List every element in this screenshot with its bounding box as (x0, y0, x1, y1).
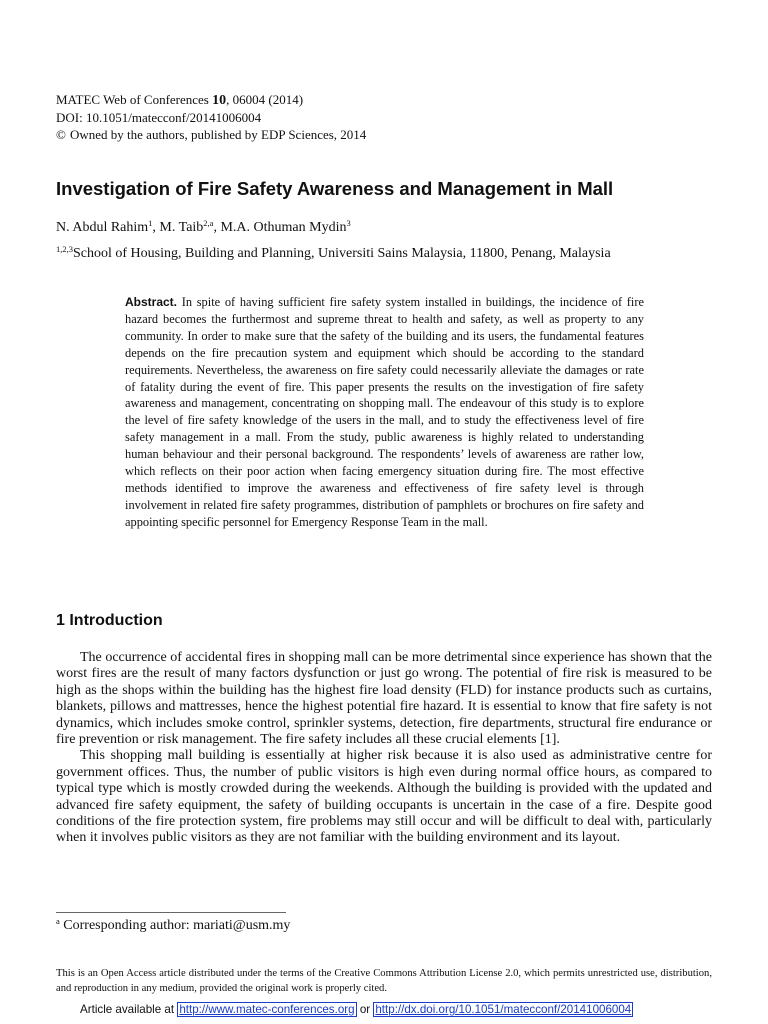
availability-prefix: Article available at (80, 1003, 178, 1016)
abstract (125, 294, 644, 531)
journal-name: MATEC Web of Conferences (56, 92, 209, 107)
matec-website-link[interactable]: http://www.matec-conferences.org (179, 1003, 355, 1016)
affiliation-text: School of Housing, Building and Planning, Universiti Sains Malaysia, 11800, Penang, Malaysia (73, 246, 611, 261)
journal-volume: 10 (212, 93, 227, 108)
body-paragraph: This shopping mall building is essentially at higher risk because it is also used as administrative centre for government offices. Thus, the number of public visitors is high even during normal office hours, as compared to typical type which is mostly crowded during the weekends. Although the building is provided with the updated and advanced fire safety equipment, the safety of building occupants is uncertain in the case of a fire. Despite good conditions of the fire protection system, fire problems may still occur and will be difficult to deal with, particularly when it involves public visitors as they are not familiar with the building environment and its layout. (56, 748, 712, 846)
affiliation-mark: 1,2,3 (56, 244, 73, 254)
author-name: N. Abdul Rahim (56, 220, 149, 235)
copyright-line (56, 126, 716, 143)
body-paragraph: The occurrence of accidental fires in shopping mall can be more detrimental since experience has shown that the worst fires are the result of many factors dysfunction or just go wrong. The potential of fire risk is measured to be high as the shops within the building has the highest fire load density (FLD) for instance products such as curtains, blankets, pillows and mattresses, hence the highest potential fire hazard. It is essential to know that fire safety is not dynamics, which includes smoke control, sprinkler systems, detection, fire departments, structural fire endurance or fire prevention or risk management. The fire safety includes all these crucial elements [1]. (56, 650, 712, 748)
author-affiliation-mark: 1 (148, 218, 153, 228)
introduction-body (56, 650, 712, 847)
paper-title: Investigation of Fire Safety Awareness and Management in Mall (56, 178, 614, 199)
journal-citation (56, 91, 716, 109)
doi-line: DOI: 10.1051/matecconf/20141006004 (56, 110, 262, 125)
copyright-icon: © (56, 127, 66, 142)
availability-line (80, 1002, 633, 1017)
author-affiliation-mark: 3 (346, 218, 351, 228)
footnote-divider (56, 912, 286, 913)
author-separator: , (152, 220, 160, 235)
author-name: M. Taib (159, 220, 204, 235)
author-name: M.A. Othuman Mydin (220, 220, 347, 235)
copyright-text: Owned by the authors, published by EDP Sciences, 2014 (70, 127, 367, 142)
abstract-label: Abstract. (125, 295, 178, 309)
author-separator: , (213, 220, 221, 235)
article-and-year: , 06004 (2014) (226, 92, 304, 107)
journal-header (56, 91, 716, 143)
abstract-text: In spite of having sufficient fire safety system installed in buildings, the incidence of fire hazard becomes the furthermost and supreme threat to health and safety, as well as property to any community. In order to make sure that the safety of the building and its users, the fundamental features depends on the fire precaution system and equipment which should be according to the standard requirements. Nevertheless, the awareness on fire safety could necessarily alleviate the damages or rate of fatality during the event of fire. This paper presents the results on the investigation of fire safety awareness and management, concentrating on shopping mall. The endeavour of this study is to explore the level of fire safety knowledge of the users in the mall, and to study the effectiveness level of fire safety management in a mall. From the study, public awareness is highly related to understanding human behaviour and their personal background. The respondents’ levels of awareness are rather low, which reflects on their poor action when facing emergency situation during fire. The most effective methods identified to improve the awareness and effectiveness of fire safety level is through involvement in related fire safety programmes, distribution of pamphlets or brochures on fire safety and appointing specific personnel for Emergency Response Team in the mall. (125, 295, 644, 529)
author-affiliation-mark: 2,a (203, 218, 214, 228)
availability-separator: or (356, 1003, 374, 1016)
section-heading: 1 Introduction (56, 612, 163, 629)
affiliation (56, 245, 611, 263)
footnote-mark: a (56, 916, 60, 926)
license-notice: This is an Open Access article distributed under the terms of the Creative Commons Attribution License 2.0, which permits unrestricted use, distribution, and reproduction in any medium, provided the original work is properly cited. (56, 968, 712, 994)
footnote-text: Corresponding author: mariati@usm.my (59, 918, 291, 933)
footnote (56, 917, 290, 935)
author-list (56, 219, 351, 237)
doi-link[interactable]: http://dx.doi.org/10.1051/matecconf/20141006004 (375, 1003, 632, 1016)
